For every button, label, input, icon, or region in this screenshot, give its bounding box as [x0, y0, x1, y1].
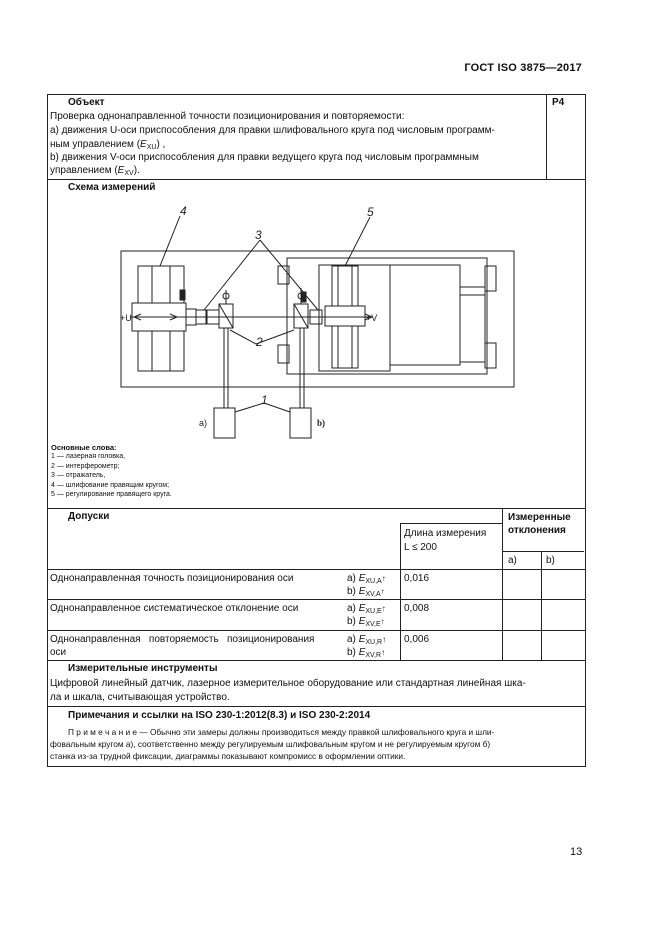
section-divider	[47, 660, 585, 661]
row-symbol-a: a) $E_{XU,E}↑$	[347, 603, 386, 615]
label-2: 2	[256, 335, 263, 349]
instruments-line2: ла и шкала, считывающая устройство.	[50, 692, 230, 703]
row-value: 0,008	[404, 603, 430, 614]
wheel-4-bottom	[138, 331, 184, 371]
notes-line3: станка из-за трудной фиксации, диаграммы показывают компромисс в оформлении оптики.	[50, 751, 406, 761]
legend-item: 5 — регулирование правящего круга.	[51, 491, 172, 499]
section-divider	[47, 508, 585, 509]
col-b: b)	[546, 555, 555, 566]
wheel-5-bottom	[332, 326, 358, 368]
row-symbol-b: b) $E_{XV,R}↑$	[347, 647, 386, 659]
length-label: Длина измерения	[404, 528, 487, 539]
instruments-title: Измерительные инструменты	[68, 663, 218, 674]
leader-5	[345, 217, 370, 266]
length-column-divider	[400, 523, 401, 660]
label-a: а)	[199, 418, 208, 428]
legend-item: 3 — отражатель,	[51, 472, 106, 480]
label-4: 4	[180, 204, 187, 218]
object-b-line1: b) движения V-оси приспособления для правки ведущего круга под числовым программным	[50, 152, 479, 163]
row-value: 0,016	[404, 573, 430, 584]
notes-line2: фовальным кругом а), соответственно между регулируемым шлифовальным кругом и не регулируемым кругом б)	[50, 739, 491, 749]
row-symbol-b: b) $E_{XV,E}↑$	[347, 616, 385, 628]
tolerances-title: Допуски	[68, 511, 110, 522]
col-a: а)	[508, 555, 517, 566]
leader-1	[264, 403, 290, 412]
object-a-line1: а) движения U-оси приспособления для правки шлифовального круга под числовым программ-	[50, 125, 495, 136]
row-name: Однонаправленная повторяемость позиционирования	[50, 634, 315, 645]
measured-column-divider	[502, 508, 503, 660]
label-1: 1	[261, 393, 268, 407]
row-name: Однонаправленная точность позиционирования оси	[50, 573, 294, 584]
legend-item: 1 — лазерная головка,	[51, 453, 126, 461]
row-symbol-b: b) $E_{XV,A}↑$	[347, 586, 385, 598]
measurement-scheme-diagram	[100, 200, 540, 445]
laser-head-b	[290, 408, 311, 438]
legend-item: 4 — шлифование правящим кругом;	[51, 481, 170, 489]
object-code: P4	[552, 97, 565, 108]
notes-line1: П р и м е ч а н и е — Обычно эти замеры должны производиться между правкой шлифовального круга и шли-	[68, 727, 495, 737]
table-line	[400, 523, 502, 524]
scheme-title: Схема измерений	[68, 182, 156, 193]
wheel-5-top	[332, 266, 358, 306]
code-column-divider	[546, 94, 547, 179]
label-plus-v: +V	[366, 313, 378, 323]
table-row-divider	[47, 599, 585, 600]
object-a-line2: ным управлением $(E_{XU})$ ,	[50, 139, 166, 151]
machine-base	[121, 251, 514, 387]
label-5: 5	[367, 205, 374, 219]
object-b-line2: управлением $(E_{XV})$.	[50, 165, 140, 177]
object-line1: Проверка однонаправленной точности позиционирования и повторяемости:	[50, 111, 405, 122]
page-number: 13	[570, 846, 583, 858]
section-divider	[47, 706, 585, 707]
length-limit: L ≤ 200	[404, 542, 437, 553]
instruments-line1: Цифровой линейный датчик, лазерное измерительное оборудование или стандартная линейная шка-	[50, 678, 526, 689]
leader-4	[160, 216, 180, 266]
row-symbol-a: a) $E_{XU,A}↑$	[347, 573, 386, 585]
dressing-carriage	[287, 258, 487, 374]
label-b: b)	[317, 418, 326, 428]
table-row-divider	[47, 630, 585, 631]
row-name: Однонаправленное систематическое отклонение оси	[50, 603, 299, 614]
legend-title: Основные слова:	[51, 443, 117, 452]
notes-title: Примечания и ссылки на ISO 230-1:2012(8.3) и ISO 230-2:2014	[68, 710, 371, 721]
section-divider	[47, 179, 585, 180]
scheme-legend	[51, 443, 172, 499]
wheel-4-top	[138, 266, 184, 303]
label-plus-u: +U	[120, 313, 132, 323]
measured-label-2: отклонения	[508, 525, 566, 536]
laser-head-a	[214, 408, 235, 438]
legend-item: 2 — интерферометр;	[51, 462, 120, 470]
table-line	[502, 551, 584, 552]
measured-label: Измеренные	[508, 512, 571, 523]
row-value: 0,006	[404, 634, 430, 645]
ab-column-divider	[541, 551, 542, 660]
table-row-divider	[47, 569, 585, 570]
row-name-cont: оси	[50, 647, 67, 658]
document-code: ГОСТ ISO 3875—2017	[464, 62, 582, 74]
row-symbol-a: a) $E_{XU,R}↑$	[347, 634, 387, 646]
object-title: Объект	[68, 97, 105, 108]
label-3: 3	[255, 228, 262, 242]
